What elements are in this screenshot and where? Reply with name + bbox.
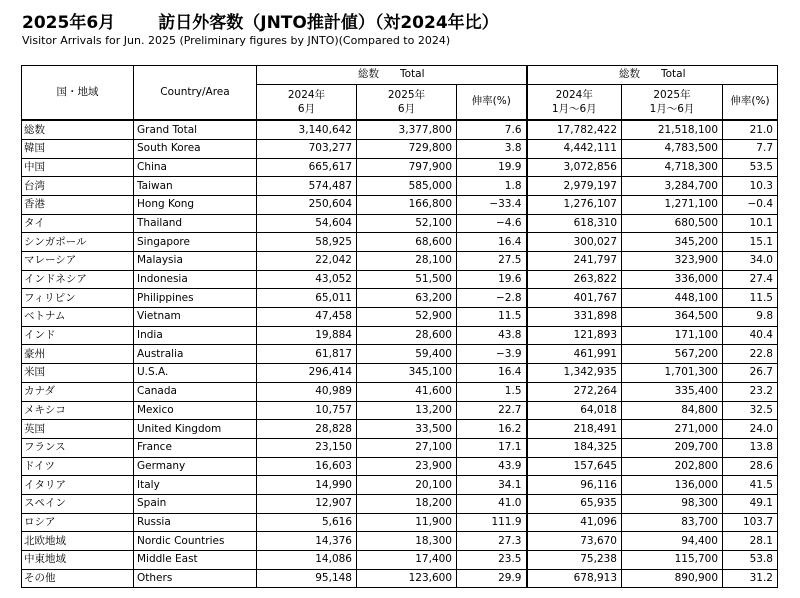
cell-month-2025: 123,600 — [357, 569, 457, 588]
cell-region-jp: フィリピン — [22, 289, 134, 308]
table-row — [22, 457, 778, 476]
cell-region-en: Others — [134, 569, 257, 588]
header-month-2024-period: 6月 — [297, 103, 316, 116]
cell-month-rate: 41.0 — [457, 494, 527, 513]
cell-month-2024: 40,989 — [257, 382, 357, 401]
cell-month-rate: 1.5 — [457, 382, 527, 401]
cell-region-en: Taiwan — [134, 177, 257, 196]
table-row — [22, 438, 778, 457]
cell-month-2024: 61,817 — [257, 345, 357, 364]
cell-cumulative-2025: 448,100 — [622, 289, 723, 308]
cell-month-rate: 11.5 — [457, 308, 527, 327]
table-row — [22, 233, 778, 252]
table-header — [22, 66, 778, 121]
cell-region-jp: インド — [22, 326, 134, 345]
cell-region-en: China — [134, 158, 257, 177]
table-row — [22, 195, 778, 214]
cell-month-2024: 22,042 — [257, 252, 357, 271]
cell-cumulative-2024: 41,096 — [527, 513, 622, 532]
cell-cumulative-2024: 618,310 — [527, 214, 622, 233]
cell-month-2024: 28,828 — [257, 420, 357, 439]
cell-month-2024: 665,617 — [257, 158, 357, 177]
header-cumulative-2025-year: 2025年 — [653, 89, 691, 102]
cell-month-rate: 34.1 — [457, 476, 527, 495]
cell-region-en: Vietnam — [134, 308, 257, 327]
cell-cumulative-rate: 31.2 — [723, 569, 778, 588]
header-region-jp: 国・地域 — [22, 66, 134, 121]
cell-cumulative-rate: 26.7 — [723, 364, 778, 383]
cell-cumulative-2024: 65,935 — [527, 494, 622, 513]
cell-cumulative-rate: 15.1 — [723, 233, 778, 252]
cell-cumulative-2024: 96,116 — [527, 476, 622, 495]
cell-region-en: Mexico — [134, 401, 257, 420]
cell-month-2025: 68,600 — [357, 233, 457, 252]
cell-cumulative-2025: 4,783,500 — [622, 139, 723, 158]
cell-month-2024: 703,277 — [257, 139, 357, 158]
cell-month-rate: −2.8 — [457, 289, 527, 308]
cell-cumulative-rate: 53.8 — [723, 551, 778, 570]
cell-month-2024: 95,148 — [257, 569, 357, 588]
cell-region-jp: ロシア — [22, 513, 134, 532]
cell-region-jp: シンガポール — [22, 233, 134, 252]
cell-cumulative-rate: 22.8 — [723, 345, 778, 364]
cell-month-rate: 16.2 — [457, 420, 527, 439]
cell-month-2024: 54,604 — [257, 214, 357, 233]
cell-month-rate: 16.4 — [457, 364, 527, 383]
header-month-rate: 伸率(%) — [457, 84, 527, 120]
cell-cumulative-2024: 300,027 — [527, 233, 622, 252]
header-month-2025-period: 6月 — [397, 103, 416, 116]
table-row — [22, 476, 778, 495]
cell-cumulative-2024: 2,979,197 — [527, 177, 622, 196]
cell-cumulative-rate: 9.8 — [723, 308, 778, 327]
cell-region-en: Malaysia — [134, 252, 257, 271]
cell-cumulative-2025: 98,300 — [622, 494, 723, 513]
cell-month-2025: 20,100 — [357, 476, 457, 495]
cell-cumulative-2025: 3,284,700 — [622, 177, 723, 196]
cell-cumulative-rate: 7.7 — [723, 139, 778, 158]
cell-month-2025: 63,200 — [357, 289, 457, 308]
header-group-month: 総数 Total — [257, 66, 527, 85]
cell-month-2024: 574,487 — [257, 177, 357, 196]
cell-cumulative-2024: 218,491 — [527, 420, 622, 439]
cell-region-en: United Kingdom — [134, 420, 257, 439]
cell-cumulative-rate: 24.0 — [723, 420, 778, 439]
cell-region-jp: フランス — [22, 438, 134, 457]
cell-region-en: Philippines — [134, 289, 257, 308]
header-month-2025 — [357, 84, 457, 120]
cell-month-2024: 16,603 — [257, 457, 357, 476]
cell-region-en: South Korea — [134, 139, 257, 158]
title-row — [22, 8, 499, 32]
header-cumulative-2024-period: 1月～6月 — [551, 103, 597, 116]
table-row — [22, 532, 778, 551]
cell-cumulative-2025: 21,518,100 — [622, 120, 723, 139]
report-title: 訪日外客数（JNTO推計値）（対2024年比） — [158, 13, 499, 33]
cell-region-jp: 台湾 — [22, 177, 134, 196]
cell-cumulative-2025: 271,000 — [622, 420, 723, 439]
cell-region-en: U.S.A. — [134, 364, 257, 383]
cell-cumulative-2025: 84,800 — [622, 401, 723, 420]
cell-region-jp: 韓国 — [22, 139, 134, 158]
table-row — [22, 364, 778, 383]
table-row — [22, 569, 778, 588]
cell-month-2025: 28,600 — [357, 326, 457, 345]
cell-month-rate: 29.9 — [457, 569, 527, 588]
cell-cumulative-rate: 41.5 — [723, 476, 778, 495]
table-row — [22, 308, 778, 327]
cell-month-2025: 13,200 — [357, 401, 457, 420]
cell-month-rate: 43.8 — [457, 326, 527, 345]
cell-month-2025: 729,800 — [357, 139, 457, 158]
cell-month-2024: 296,414 — [257, 364, 357, 383]
cell-month-2024: 3,140,642 — [257, 120, 357, 139]
cell-cumulative-2025: 1,701,300 — [622, 364, 723, 383]
report-date: 2025年6月 — [22, 13, 116, 33]
cell-region-en: Middle East — [134, 551, 257, 570]
cell-region-jp: カナダ — [22, 382, 134, 401]
cell-cumulative-2025: 336,000 — [622, 270, 723, 289]
cell-cumulative-2024: 461,991 — [527, 345, 622, 364]
cell-region-jp: インドネシア — [22, 270, 134, 289]
header-cumulative-2025 — [622, 84, 723, 120]
cell-region-jp: 豪州 — [22, 345, 134, 364]
cell-region-en: Canada — [134, 382, 257, 401]
header-month-2024-year: 2024年 — [287, 89, 326, 102]
cell-cumulative-2025: 345,200 — [622, 233, 723, 252]
cell-cumulative-2024: 73,670 — [527, 532, 622, 551]
cell-region-en: Indonesia — [134, 270, 257, 289]
cell-month-2024: 14,376 — [257, 532, 357, 551]
cell-cumulative-2025: 171,100 — [622, 326, 723, 345]
cell-month-2024: 12,907 — [257, 494, 357, 513]
cell-month-rate: 1.8 — [457, 177, 527, 196]
cell-cumulative-2024: 64,018 — [527, 401, 622, 420]
cell-region-jp: 中国 — [22, 158, 134, 177]
cell-region-jp: 米国 — [22, 364, 134, 383]
cell-cumulative-2025: 209,700 — [622, 438, 723, 457]
cell-cumulative-2024: 272,264 — [527, 382, 622, 401]
cell-cumulative-2024: 401,767 — [527, 289, 622, 308]
cell-cumulative-rate: 32.5 — [723, 401, 778, 420]
cell-cumulative-rate: −0.4 — [723, 195, 778, 214]
cell-month-2024: 58,925 — [257, 233, 357, 252]
cell-region-en: Russia — [134, 513, 257, 532]
cell-cumulative-2024: 678,913 — [527, 569, 622, 588]
cell-region-jp: 北欧地域 — [22, 532, 134, 551]
cell-month-2024: 10,757 — [257, 401, 357, 420]
table-row — [22, 139, 778, 158]
cell-month-2025: 23,900 — [357, 457, 457, 476]
cell-cumulative-2025: 4,718,300 — [622, 158, 723, 177]
cell-cumulative-rate: 28.1 — [723, 532, 778, 551]
cell-month-2025: 59,400 — [357, 345, 457, 364]
cell-region-jp: 総数 — [22, 120, 134, 139]
cell-cumulative-2025: 94,400 — [622, 532, 723, 551]
cell-region-jp: 香港 — [22, 195, 134, 214]
cell-month-rate: 22.7 — [457, 401, 527, 420]
header-region-en: Country/Area — [134, 66, 257, 121]
report-subtitle: Visitor Arrivals for Jun. 2025 (Preliminary figures by JNTO)(Compared to 2024) — [22, 34, 451, 47]
cell-month-rate: 19.6 — [457, 270, 527, 289]
header-month-2024 — [257, 84, 357, 120]
cell-month-2025: 17,400 — [357, 551, 457, 570]
cell-month-rate: 27.5 — [457, 252, 527, 271]
cell-month-2024: 14,990 — [257, 476, 357, 495]
cell-month-rate: 16.4 — [457, 233, 527, 252]
cell-month-rate: −33.4 — [457, 195, 527, 214]
cell-cumulative-2025: 890,900 — [622, 569, 723, 588]
cell-month-2024: 5,616 — [257, 513, 357, 532]
cell-month-rate: 17.1 — [457, 438, 527, 457]
cell-month-2024: 43,052 — [257, 270, 357, 289]
table-row — [22, 120, 778, 139]
cell-cumulative-rate: 21.0 — [723, 120, 778, 139]
cell-month-2024: 47,458 — [257, 308, 357, 327]
cell-cumulative-2025: 115,700 — [622, 551, 723, 570]
cell-month-2025: 11,900 — [357, 513, 457, 532]
cell-region-en: Nordic Countries — [134, 532, 257, 551]
cell-cumulative-2025: 136,000 — [622, 476, 723, 495]
cell-month-2025: 27,100 — [357, 438, 457, 457]
cell-region-jp: タイ — [22, 214, 134, 233]
cell-cumulative-2025: 335,400 — [622, 382, 723, 401]
header-cumulative-2024-year: 2024年 — [555, 89, 593, 102]
cell-cumulative-2025: 83,700 — [622, 513, 723, 532]
cell-region-en: Hong Kong — [134, 195, 257, 214]
cell-month-2025: 51,500 — [357, 270, 457, 289]
cell-month-2025: 52,900 — [357, 308, 457, 327]
cell-region-jp: ベトナム — [22, 308, 134, 327]
cell-cumulative-2024: 184,325 — [527, 438, 622, 457]
cell-cumulative-rate: 13.8 — [723, 438, 778, 457]
cell-cumulative-2025: 680,500 — [622, 214, 723, 233]
cell-cumulative-rate: 34.0 — [723, 252, 778, 271]
cell-month-2025: 345,100 — [357, 364, 457, 383]
cell-region-en: Thailand — [134, 214, 257, 233]
cell-month-2025: 52,100 — [357, 214, 457, 233]
cell-cumulative-2024: 121,893 — [527, 326, 622, 345]
cell-region-jp: スペイン — [22, 494, 134, 513]
cell-month-2025: 41,600 — [357, 382, 457, 401]
cell-region-jp: その他 — [22, 569, 134, 588]
cell-cumulative-rate: 53.5 — [723, 158, 778, 177]
cell-cumulative-2024: 331,898 — [527, 308, 622, 327]
cell-cumulative-2025: 567,200 — [622, 345, 723, 364]
table-row — [22, 513, 778, 532]
cell-region-jp: マレーシア — [22, 252, 134, 271]
cell-month-2025: 28,100 — [357, 252, 457, 271]
cell-month-2024: 65,011 — [257, 289, 357, 308]
cell-cumulative-2024: 241,797 — [527, 252, 622, 271]
cell-month-2025: 33,500 — [357, 420, 457, 439]
cell-region-en: Germany — [134, 457, 257, 476]
cell-month-rate: 7.6 — [457, 120, 527, 139]
visitor-arrivals-table — [21, 65, 778, 588]
cell-cumulative-2025: 323,900 — [622, 252, 723, 271]
cell-cumulative-2025: 364,500 — [622, 308, 723, 327]
table-body — [22, 120, 778, 588]
cell-month-2025: 18,200 — [357, 494, 457, 513]
cell-month-2024: 19,884 — [257, 326, 357, 345]
cell-region-en: Spain — [134, 494, 257, 513]
cell-cumulative-rate: 27.4 — [723, 270, 778, 289]
table-row — [22, 551, 778, 570]
cell-cumulative-2024: 157,645 — [527, 457, 622, 476]
cell-region-jp: ドイツ — [22, 457, 134, 476]
cell-month-rate: 111.9 — [457, 513, 527, 532]
table-row — [22, 401, 778, 420]
cell-region-jp: イタリア — [22, 476, 134, 495]
cell-month-rate: −3.9 — [457, 345, 527, 364]
cell-month-2024: 23,150 — [257, 438, 357, 457]
cell-region-en: Italy — [134, 476, 257, 495]
cell-cumulative-2024: 3,072,856 — [527, 158, 622, 177]
cell-month-2025: 166,800 — [357, 195, 457, 214]
header-group-cumulative: 総数 Total — [527, 66, 778, 85]
table-row — [22, 214, 778, 233]
cell-region-en: India — [134, 326, 257, 345]
cell-cumulative-2024: 4,442,111 — [527, 139, 622, 158]
table-row — [22, 289, 778, 308]
cell-month-rate: 3.8 — [457, 139, 527, 158]
header-cumulative-2025-period: 1月～6月 — [649, 103, 695, 116]
cell-month-rate: 43.9 — [457, 457, 527, 476]
cell-cumulative-rate: 28.6 — [723, 457, 778, 476]
cell-cumulative-2024: 75,238 — [527, 551, 622, 570]
cell-month-2025: 797,900 — [357, 158, 457, 177]
cell-cumulative-rate: 103.7 — [723, 513, 778, 532]
cell-cumulative-2024: 1,276,107 — [527, 195, 622, 214]
cell-region-en: France — [134, 438, 257, 457]
cell-cumulative-2025: 202,800 — [622, 457, 723, 476]
cell-cumulative-rate: 10.1 — [723, 214, 778, 233]
cell-region-jp: メキシコ — [22, 401, 134, 420]
cell-region-jp: 英国 — [22, 420, 134, 439]
cell-region-jp: 中東地域 — [22, 551, 134, 570]
table-row — [22, 158, 778, 177]
cell-region-en: Singapore — [134, 233, 257, 252]
cell-cumulative-rate: 49.1 — [723, 494, 778, 513]
header-cumulative-rate: 伸率(%) — [723, 84, 778, 120]
table-row — [22, 494, 778, 513]
cell-month-rate: 23.5 — [457, 551, 527, 570]
cell-cumulative-rate: 40.4 — [723, 326, 778, 345]
cell-month-2025: 3,377,800 — [357, 120, 457, 139]
cell-month-rate: −4.6 — [457, 214, 527, 233]
cell-cumulative-2024: 1,342,935 — [527, 364, 622, 383]
cell-month-2024: 14,086 — [257, 551, 357, 570]
cell-region-en: Australia — [134, 345, 257, 364]
table-row — [22, 270, 778, 289]
cell-month-rate: 19.9 — [457, 158, 527, 177]
cell-month-2025: 18,300 — [357, 532, 457, 551]
table-row — [22, 382, 778, 401]
cell-region-en: Grand Total — [134, 120, 257, 139]
cell-cumulative-2024: 17,782,422 — [527, 120, 622, 139]
cell-month-2024: 250,604 — [257, 195, 357, 214]
header-cumulative-2024 — [527, 84, 622, 120]
cell-cumulative-2024: 263,822 — [527, 270, 622, 289]
table-row — [22, 252, 778, 271]
cell-cumulative-2025: 1,271,100 — [622, 195, 723, 214]
table-row — [22, 420, 778, 439]
table-row — [22, 177, 778, 196]
header-month-2025-year: 2025年 — [387, 89, 426, 102]
cell-month-2025: 585,000 — [357, 177, 457, 196]
table-row — [22, 345, 778, 364]
cell-cumulative-rate: 11.5 — [723, 289, 778, 308]
table-row — [22, 326, 778, 345]
cell-cumulative-rate: 23.2 — [723, 382, 778, 401]
cell-cumulative-rate: 10.3 — [723, 177, 778, 196]
cell-month-rate: 27.3 — [457, 532, 527, 551]
